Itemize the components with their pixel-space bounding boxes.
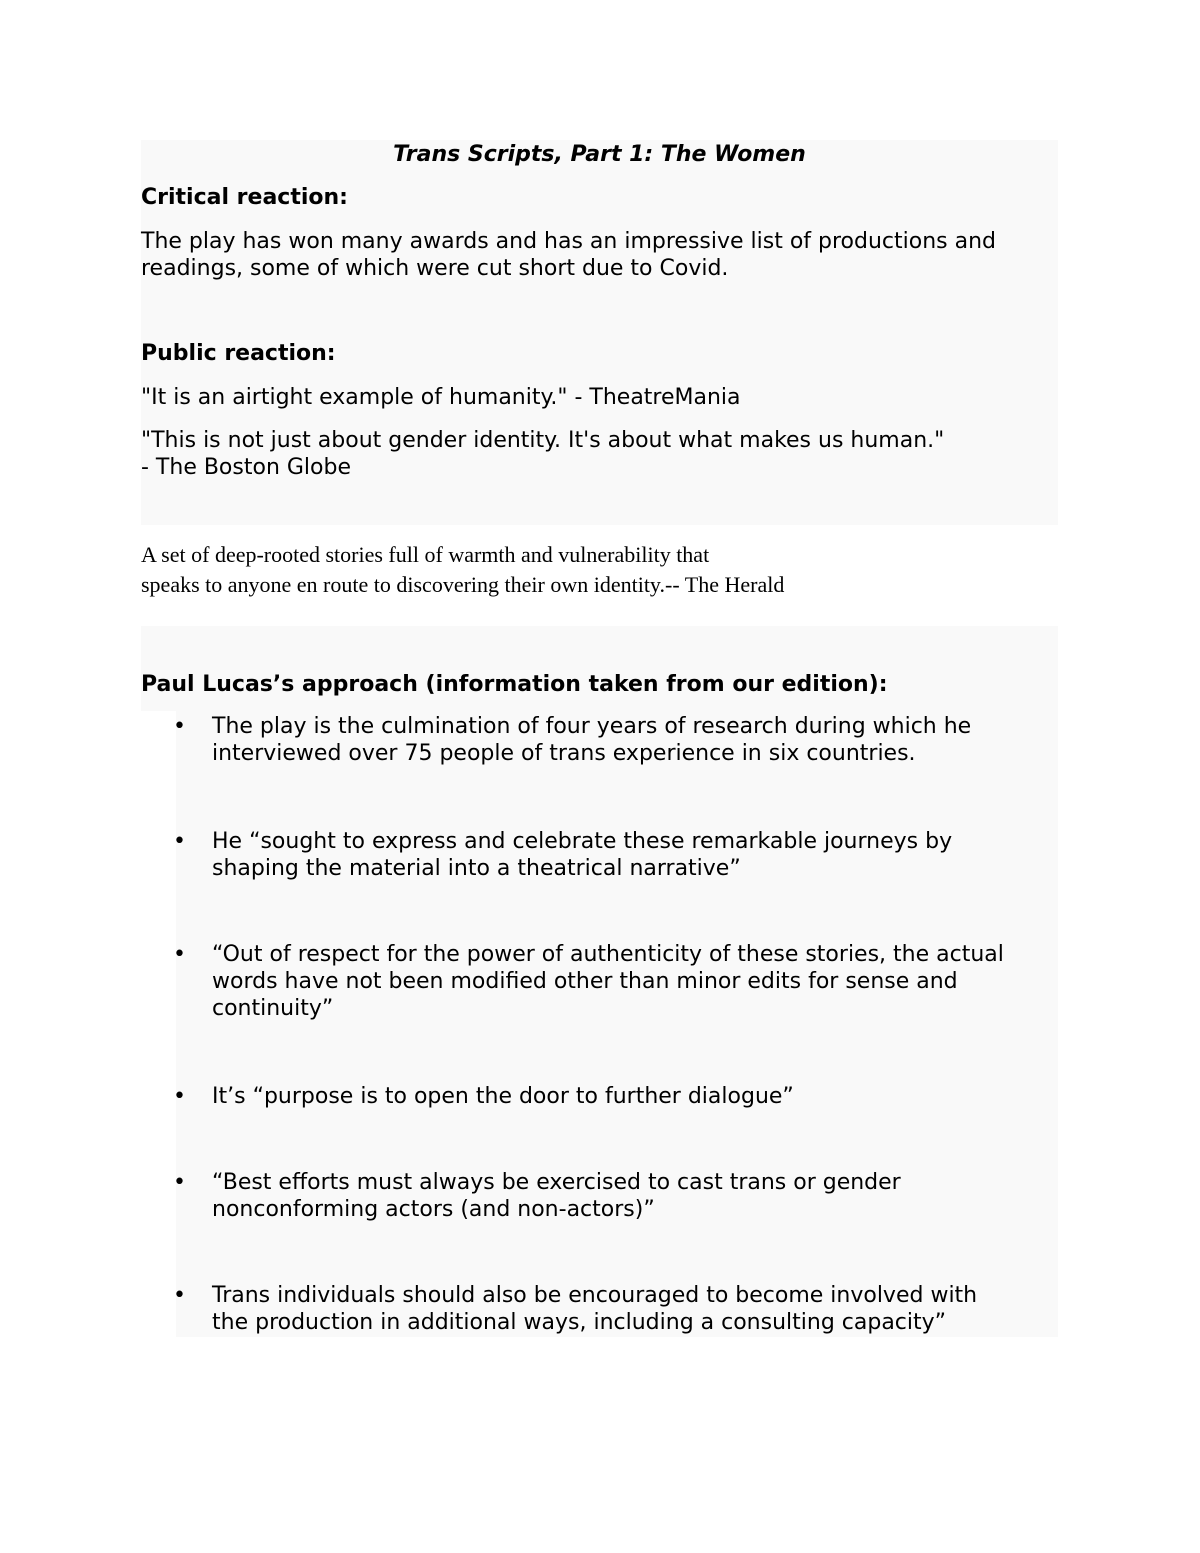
approach-heading: Paul Lucas’s approach (information taken from our edition): xyxy=(141,672,888,697)
bullet-3-line-3: continuity” xyxy=(212,996,334,1021)
quote-theatremania: "It is an airtight example of humanity." - TheatreMania xyxy=(141,385,741,410)
critical-reaction-heading: Critical reaction: xyxy=(141,185,348,210)
public-reaction-heading: Public reaction: xyxy=(141,341,336,366)
bullet-1-line-1: The play is the culmination of four years of research during which he xyxy=(212,714,972,739)
quote-herald-line-2: speaks to anyone en route to discovering their own identity.-- The Herald xyxy=(141,572,785,597)
quote-herald-line-1: A set of deep-rooted stories full of warmth and vulnerability that xyxy=(141,542,710,567)
quote-boston-globe-line-1: "This is not just about gender identity. It's about what makes us human." xyxy=(141,428,945,453)
bullet-6-line-1: Trans individuals should also be encouraged to become involved with xyxy=(212,1283,978,1308)
bullet-2-line-1: He “sought to express and celebrate these remarkable journeys by xyxy=(212,829,953,854)
bullet-icon: • xyxy=(173,1084,186,1109)
bullet-5-line-1: “Best efforts must always be exercised to cast trans or gender xyxy=(212,1170,901,1195)
quote-boston-globe-line-2: - The Boston Globe xyxy=(141,455,351,480)
bullet-3-line-1: “Out of respect for the power of authenticity of these stories, the actual xyxy=(212,942,1004,967)
bullet-icon: • xyxy=(173,829,186,854)
bullet-4-line-1: It’s “purpose is to open the door to further dialogue” xyxy=(212,1084,794,1109)
bullet-1-line-2: interviewed over 75 people of trans experience in six countries. xyxy=(212,741,916,766)
bullet-icon: • xyxy=(173,1170,186,1195)
shaded-block-approach-list xyxy=(176,711,1058,1337)
critical-reaction-line-2: readings, some of which were cut short due to Covid. xyxy=(141,256,729,281)
shaded-block-approach-heading xyxy=(141,626,1058,711)
bullet-icon: • xyxy=(173,714,186,739)
bullet-icon: • xyxy=(173,1283,186,1308)
bullet-icon: • xyxy=(173,942,186,967)
bullet-3-line-2: words have not been modified other than minor edits for sense and xyxy=(212,969,958,994)
critical-reaction-line-1: The play has won many awards and has an impressive list of productions and xyxy=(141,229,997,254)
bullet-5-line-2: nonconforming actors (and non-actors)” xyxy=(212,1197,655,1222)
bullet-6-line-2: the production in additional ways, including a consulting capacity” xyxy=(212,1310,947,1335)
document-title: Trans Scripts, Part 1: The Women xyxy=(393,142,806,167)
bullet-2-line-2: shaping the material into a theatrical narrative” xyxy=(212,856,741,881)
